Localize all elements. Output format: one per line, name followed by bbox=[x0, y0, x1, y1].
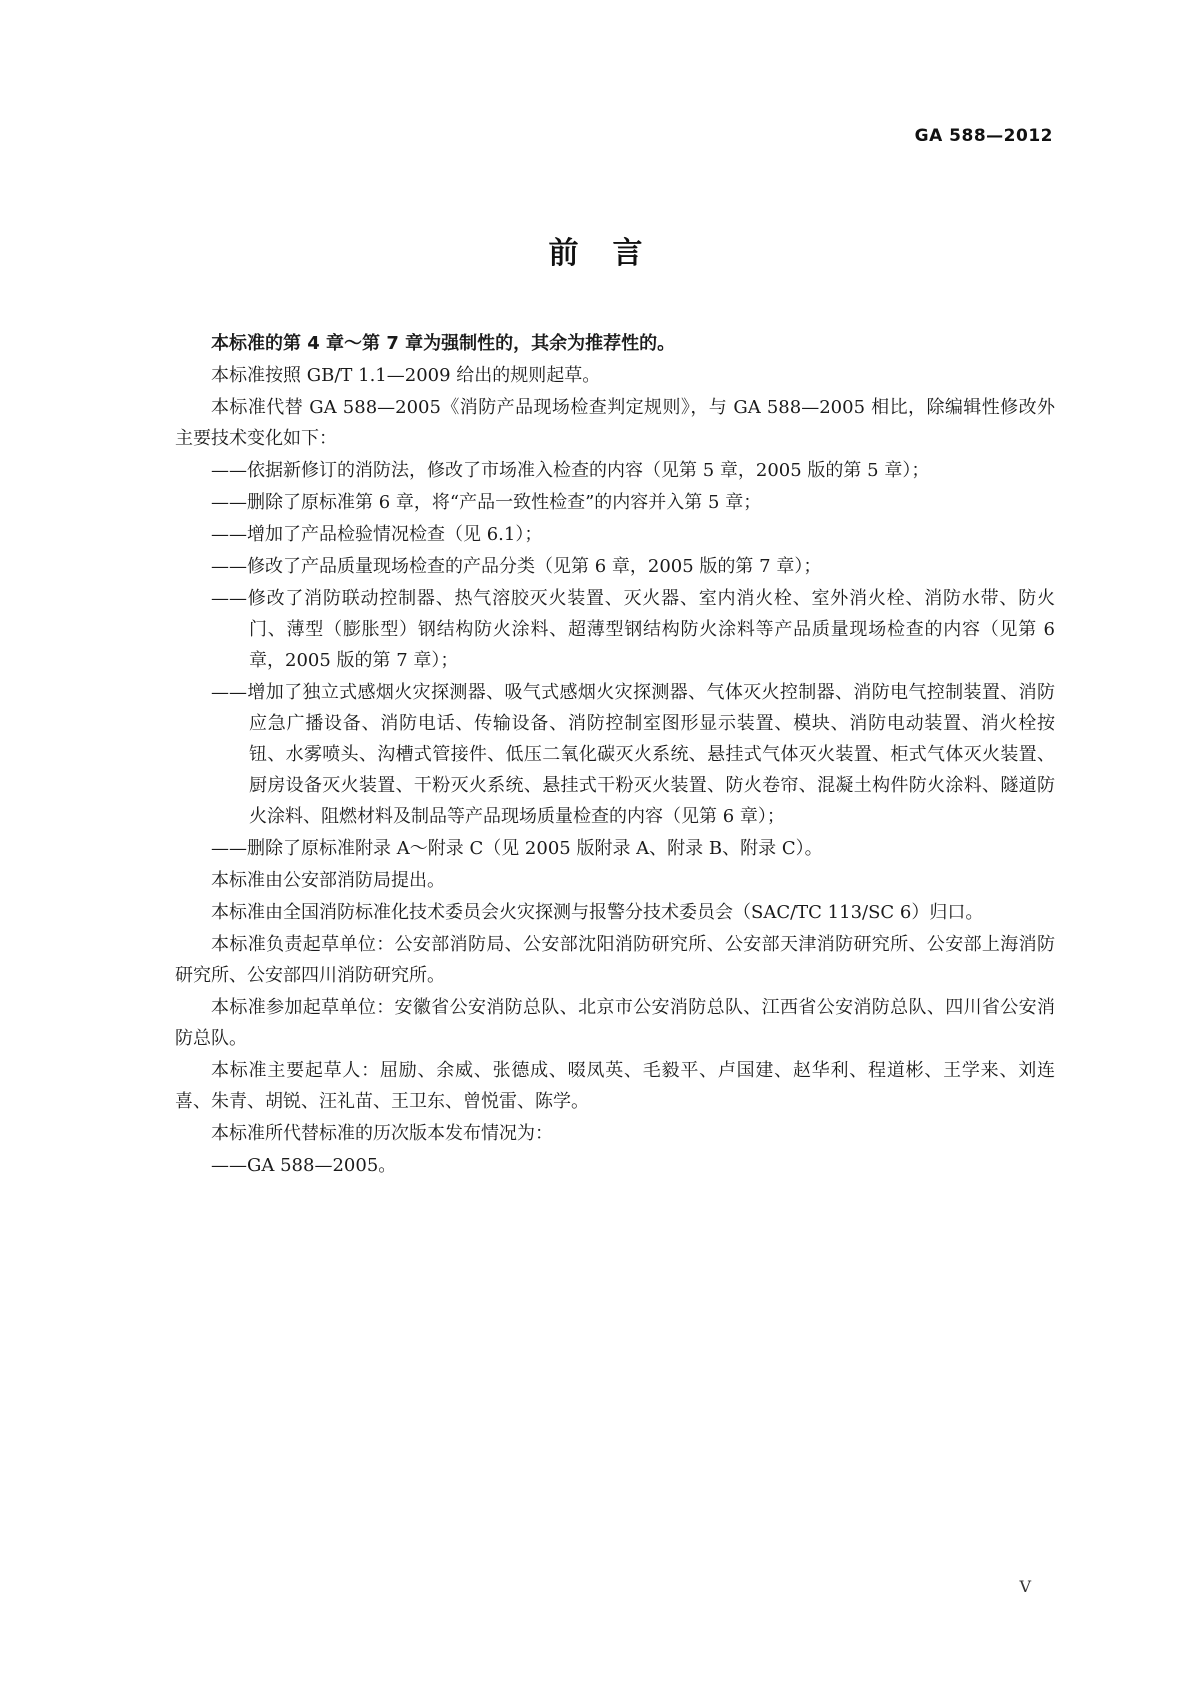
change-item: ——修改了产品质量现场检查的产品分类（见第 6 章，2005 版的第 7 章）； bbox=[211, 556, 822, 577]
proposer-paragraph: 本标准由公安部消防局提出。 bbox=[211, 870, 445, 891]
document-body bbox=[175, 328, 1055, 1182]
change-item: ——修改了消防联动控制器、热气溶胶灭火装置、灭火器、室内消火栓、室外消火栓、消防水带、防火门、薄型（膨胀型）钢结构防火涂料、超薄型钢结构防火涂料等产品质量现场检查的内容（见第 6 章，2005 版的第 7 章）； bbox=[211, 588, 1055, 671]
header-standard-code: GA 588—2012 bbox=[914, 126, 1053, 146]
participating-drafters-paragraph: 本标准参加起草单位：安徽省公安消防总队、北京市公安消防总队、江西省公安消防总队、四川省公安消防总队。 bbox=[175, 997, 1055, 1049]
change-item: ——增加了产品检验情况检查（见 6.1）； bbox=[211, 524, 543, 545]
responsible-drafters-paragraph: 本标准负责起草单位：公安部消防局、公安部沈阳消防研究所、公安部天津消防研究所、公安部上海消防研究所、公安部四川消防研究所。 bbox=[175, 934, 1055, 986]
replacement-paragraph: 本标准代替 GA 588—2005《消防产品现场检查判定规则》，与 GA 588—2005 相比，除编辑性修改外主要技术变化如下： bbox=[175, 397, 1055, 449]
centralized-management-paragraph: 本标准由全国消防标准化技术委员会火灾探测与报警分技术委员会（SAC/TC 113/SC 6）归口。 bbox=[211, 902, 984, 923]
change-list bbox=[175, 455, 1055, 864]
drafting-rules-paragraph: 本标准按照 GB/T 1.1—2009 给出的规则起草。 bbox=[211, 365, 601, 386]
page-title: 前言 bbox=[548, 236, 677, 271]
change-item: ——增加了独立式感烟火灾探测器、吸气式感烟火灾探测器、气体灭火控制器、消防电气控制装置、消防应急广播设备、消防电话、传输设备、消防控制室图形显示装置、模块、消防电动装置、消火栓按钮、水雾喷头、沟槽式管接件、低压二氧化碳灭火系统、悬挂式气体灭火装置、柜式气体灭火装置、厨房设备灭火装置、干粉灭火系统、悬挂式干粉灭火装置、防火卷帘、混凝土构件防火涂料、隧道防火涂料、阻燃材料及制品等产品现场质量检查的内容（见第 6 章）； bbox=[211, 682, 1055, 827]
main-drafters-paragraph: 本标准主要起草人：屈励、余威、张德成、啜凤英、毛毅平、卢国建、赵华利、程道彬、王学来、刘连喜、朱青、胡锐、汪礼苗、王卫东、曾悦雷、陈学。 bbox=[175, 1060, 1055, 1112]
change-item: ——删除了原标准第 6 章，将“产品一致性检查”的内容并入第 5 章； bbox=[211, 492, 762, 513]
version-history-item: ——GA 588—2005。 bbox=[211, 1155, 397, 1176]
page-number: V bbox=[1019, 1577, 1031, 1596]
change-item: ——依据新修订的消防法，修改了市场准入检查的内容（见第 5 章，2005 版的第 5 章）； bbox=[211, 460, 930, 481]
version-history-paragraph: 本标准所代替标准的历次版本发布情况为： bbox=[211, 1123, 553, 1144]
change-item: ——删除了原标准附录 A～附录 C（见 2005 版附录 A、附录 B、附录 C）。 bbox=[211, 838, 823, 859]
mandatory-statement: 本标准的第 4 章～第 7 章为强制性的，其余为推荐性的。 bbox=[211, 333, 676, 354]
